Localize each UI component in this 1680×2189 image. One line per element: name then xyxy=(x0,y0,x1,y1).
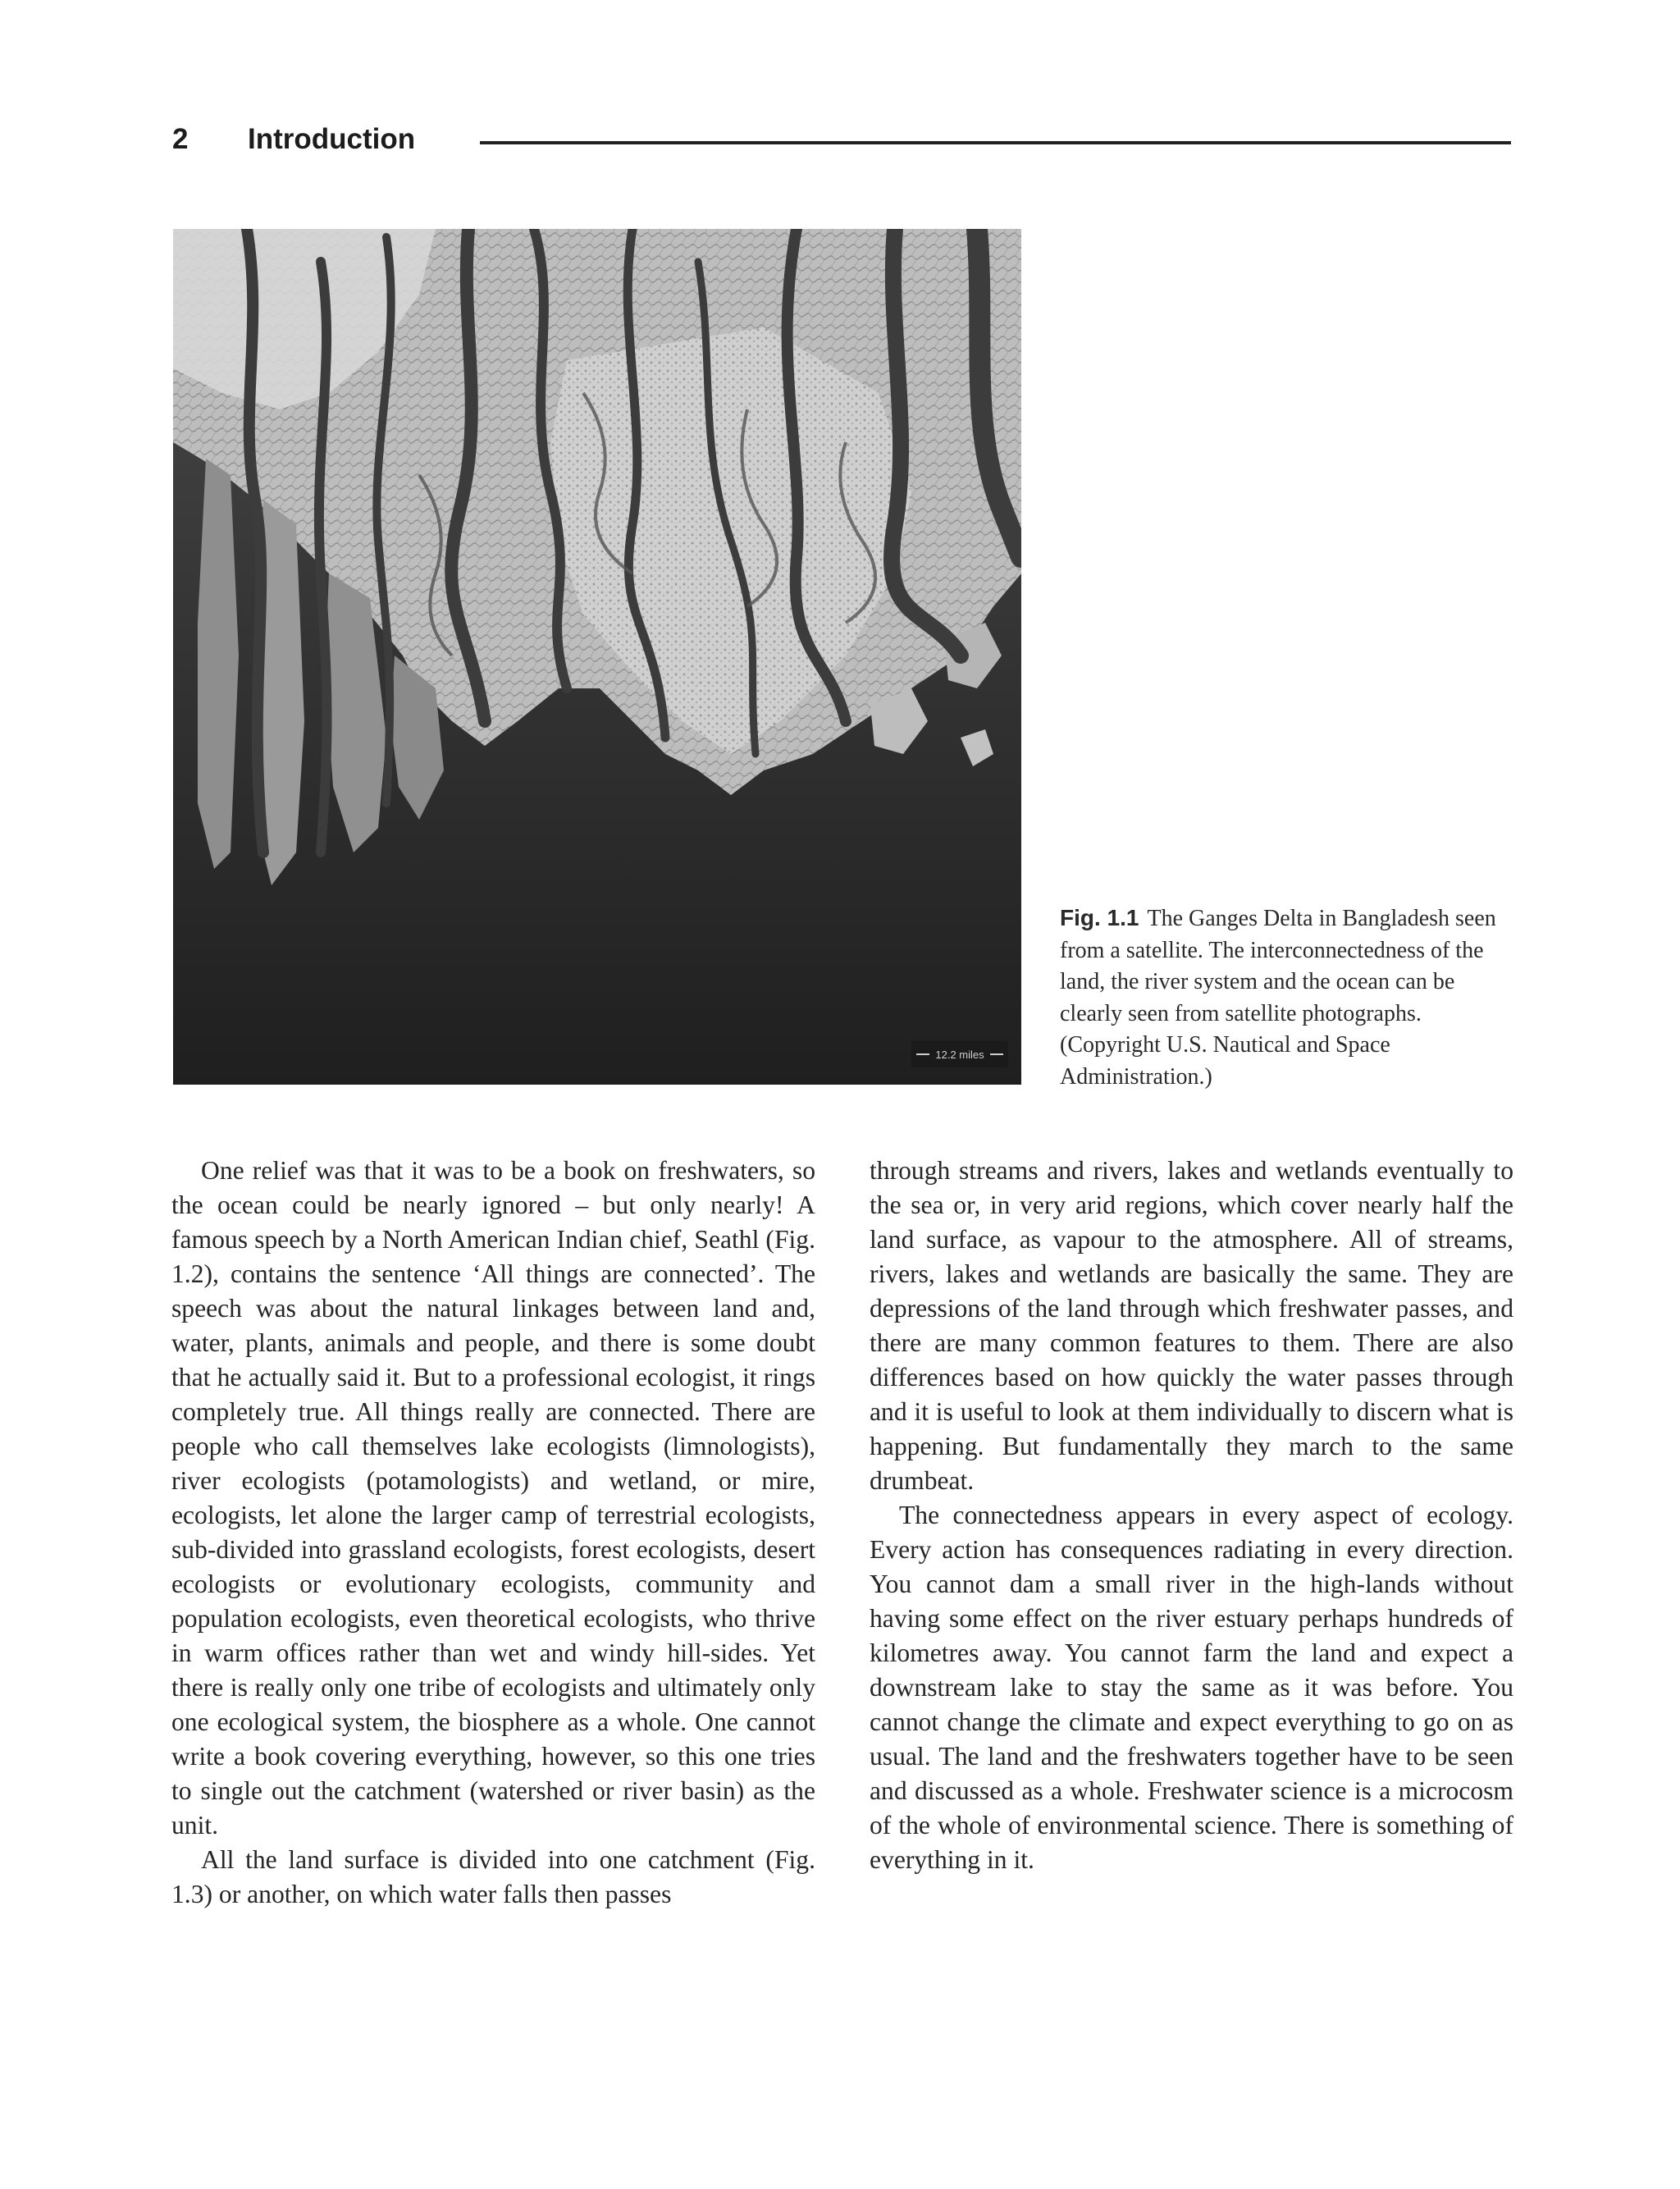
scale-bar xyxy=(911,1041,1008,1067)
figure-label: Fig. 1.1 xyxy=(1060,905,1139,930)
figure-caption xyxy=(1060,903,1519,1093)
scale-bar-label: 12.2 miles xyxy=(935,1049,984,1061)
paragraph: One relief was that it was to be a book on freshwaters, so the ocean could be nearly ignored – but only nearly! A famous speech by a North American Indian chief, Seathl (Fig. 1.2), contains the sentence ‘All things are connected’. The speech was about the natural linkages between land and, water, plants, animals and people, and there is some doubt that he actually said it. But to a professional ecologist, it rings completely true. All things really are connected. There are people who call themselves lake ecologists (limnologists), river ecologists (potamologists) and wetland, or mire, ecologists, let alone the larger camp of terrestrial ecologists, sub-divided into grassland ecologists, forest ecologists, desert ecologists or evolutionary ecologists, community and population ecologists, even theoretical ecologists, who thrive in warm offices rather than wet and windy hill-sides. Yet there is really only one tribe of ecologists and ultimately only one ecological system, the biosphere as a whole. One cannot write a book covering everything, however, so this one tries to single out the catchment (watershed or river basin) as the unit. xyxy=(171,1156,815,1839)
figure-caption-text: The Ganges Delta in Bangladesh seen from a satellite. The interconnectedness of the land, the river system and the ocean can be clearly seen from satellite photographs. (Copyright U.S. Nautical and Space Administration.) xyxy=(1060,906,1496,1090)
left-column xyxy=(171,1154,815,1912)
chapter-title: Introduction xyxy=(248,123,416,155)
right-column xyxy=(870,1154,1513,1877)
satellite-photo-ganges-delta xyxy=(173,229,1021,1085)
paragraph: The connectedness appears in every aspect of ecology. Every action has consequences radiating in every direction. You cannot dam a small river in the high-lands without having some effect on the river estuary perhaps hundreds of kilometres away. You cannot farm the land and expect a downstream lake to stay the same as it was before. You cannot change the climate and expect everything to go on as usual. The land and the freshwaters together have to be seen and discussed as a whole. Freshwater science is a microcosm of the whole of environmental science. There is something of everything in it. xyxy=(870,1501,1513,1874)
header-rule xyxy=(480,141,1511,144)
page-number: 2 xyxy=(172,123,189,155)
running-header xyxy=(172,123,1511,164)
paragraph: All the land surface is divided into one catchment (Fig. 1.3) or another, on which water falls then passes xyxy=(171,1845,815,1908)
paragraph: through streams and rivers, lakes and wetlands eventually to the sea or, in very arid regions, which cover nearly half the land surface, as vapour to the atmosphere. All of streams, rivers, lakes and wetlands are basically the same. They are depressions of the land through which freshwater passes, and there are many common features to them. There are also differences based on how quickly the water passes through and it is useful to look at them individually to discern what is happening. But fundamentally they march to the same drumbeat. xyxy=(870,1156,1513,1495)
